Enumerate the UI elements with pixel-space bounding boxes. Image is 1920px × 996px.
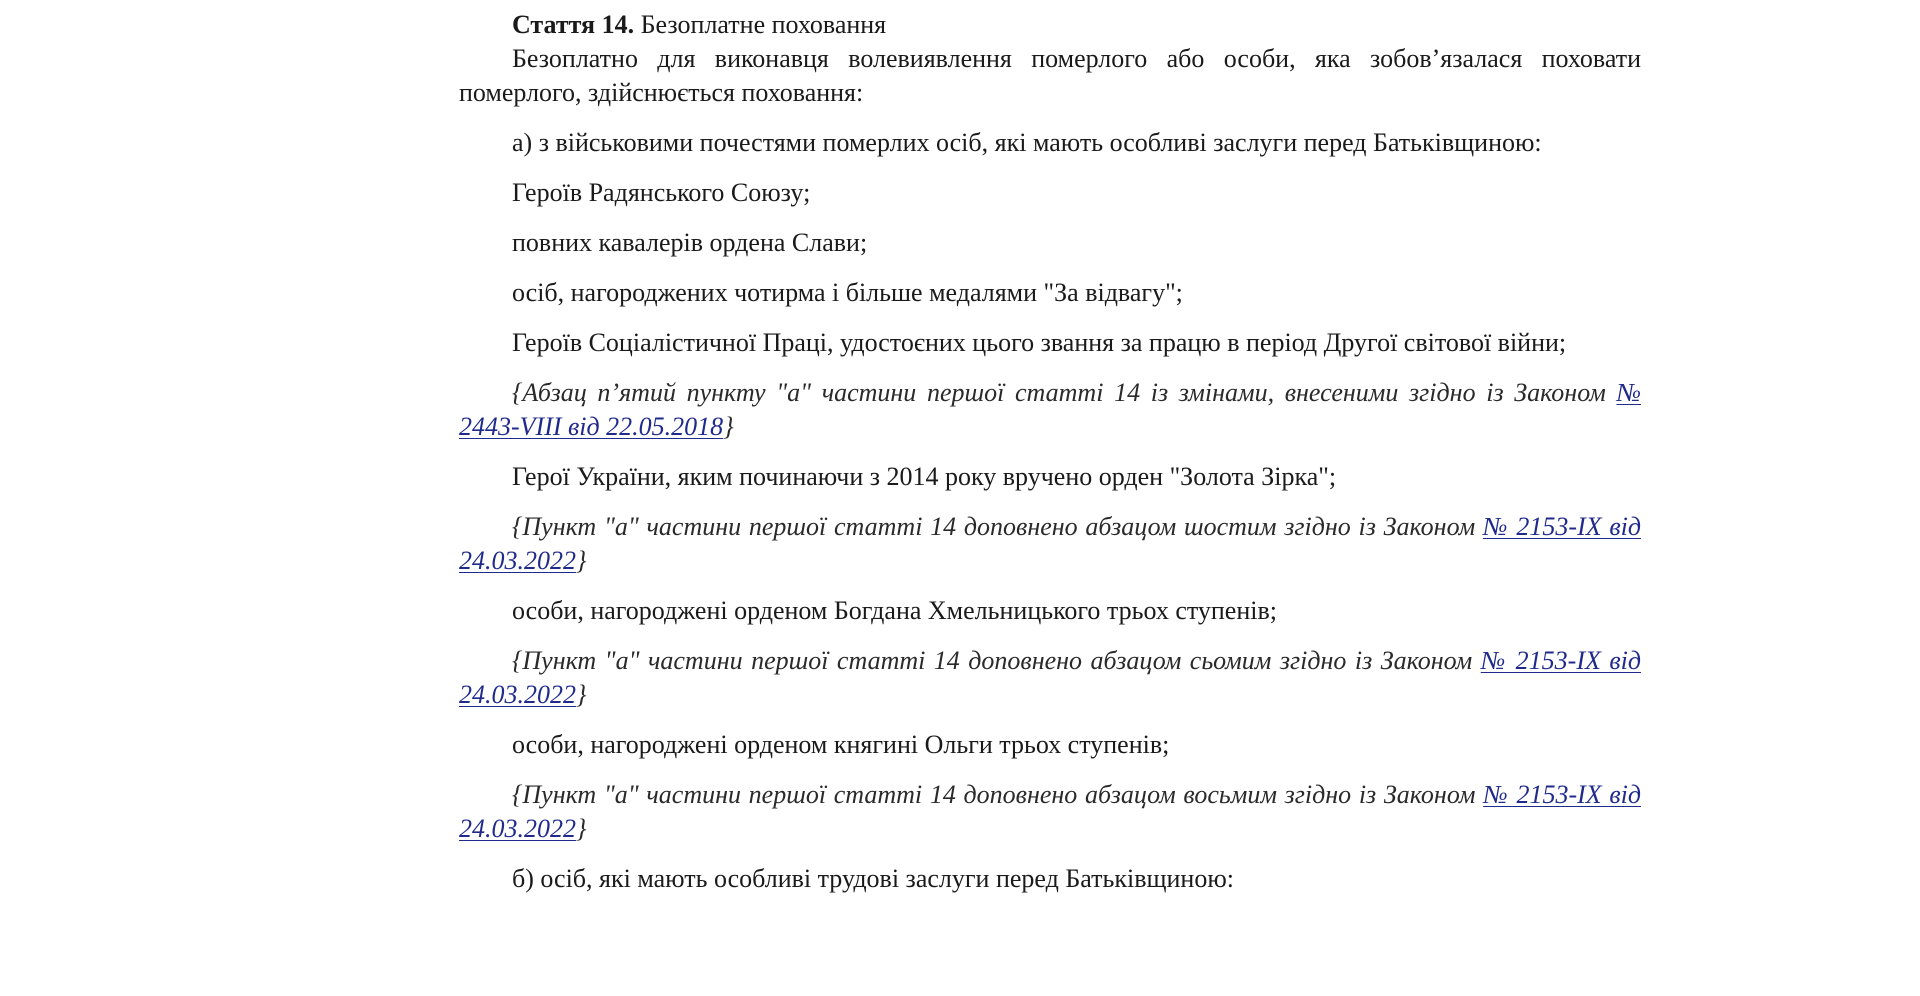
paragraph: а) з військовими почестями померлих осіб, які мають особливі заслуги перед Батьківщиною: bbox=[512, 128, 1542, 157]
paragraph: Героїв Радянського Союзу; bbox=[512, 178, 811, 207]
paragraph: осіб, нагороджених чотирма і більше медалями "За відвагу"; bbox=[512, 278, 1183, 307]
paragraph: б) осіб, які мають особливі трудові заслуги перед Батьківщиною: bbox=[512, 864, 1234, 893]
amendment-note-close: } bbox=[723, 412, 734, 441]
amendment-note-text: {Пункт "а" частини першої статті 14 доповнено абзацом сьомим згідно із Законом bbox=[512, 646, 1481, 675]
amendment-note bbox=[459, 376, 1641, 444]
amendment-note-text: {Пункт "а" частини першої статті 14 доповнено абзацом шостим згідно із Законом bbox=[512, 512, 1483, 541]
paragraph: повних кавалерів ордена Слави; bbox=[512, 228, 868, 257]
law-link[interactable]: № 2443-VIII від 22.05.2018 bbox=[459, 378, 1641, 441]
paragraph: Герої України, яким починаючи з 2014 року вручено орден "Золота Зірка"; bbox=[512, 462, 1337, 491]
paragraph: Героїв Соціалістичної Праці, удостоєних цього звання за працю в період Другої світової війни; bbox=[512, 328, 1567, 357]
amendment-note bbox=[459, 644, 1641, 712]
paragraph: Безоплатно для виконавця волевиявлення померлого або особи, яка зобов’язалася поховати померлого, здійснюється поховання: bbox=[459, 44, 1641, 107]
article-title: Безоплатне поховання bbox=[640, 10, 887, 39]
amendment-note-close: } bbox=[576, 680, 587, 709]
law-link[interactable]: № 2153-IX від 24.03.2022 bbox=[459, 512, 1642, 575]
law-link[interactable]: № 2153-IX від 24.03.2022 bbox=[459, 780, 1642, 843]
law-link[interactable]: № 2153-IX від 24.03.2022 bbox=[459, 646, 1642, 709]
paragraph: особи, нагороджені орденом Богдана Хмельницького трьох ступенів; bbox=[512, 596, 1277, 625]
article-number: Стаття 14. bbox=[512, 10, 635, 39]
amendment-note bbox=[459, 778, 1641, 846]
article-heading bbox=[459, 8, 1641, 42]
amendment-note bbox=[459, 510, 1641, 578]
paragraph: особи, нагороджені орденом княгині Ольги трьох ступенів; bbox=[512, 730, 1170, 759]
article-body bbox=[459, 42, 1641, 896]
amendment-note-text: {Пункт "а" частини першої статті 14 доповнено абзацом восьмим згідно із Законом bbox=[512, 780, 1484, 809]
amendment-note-close: } bbox=[576, 546, 587, 575]
amendment-note-text: {Абзац п’ятий пункту "а" частини першої статті 14 із змінами, внесеними згідно із Законом bbox=[512, 378, 1617, 407]
amendment-note-close: } bbox=[576, 814, 587, 843]
law-document bbox=[459, 8, 1641, 912]
